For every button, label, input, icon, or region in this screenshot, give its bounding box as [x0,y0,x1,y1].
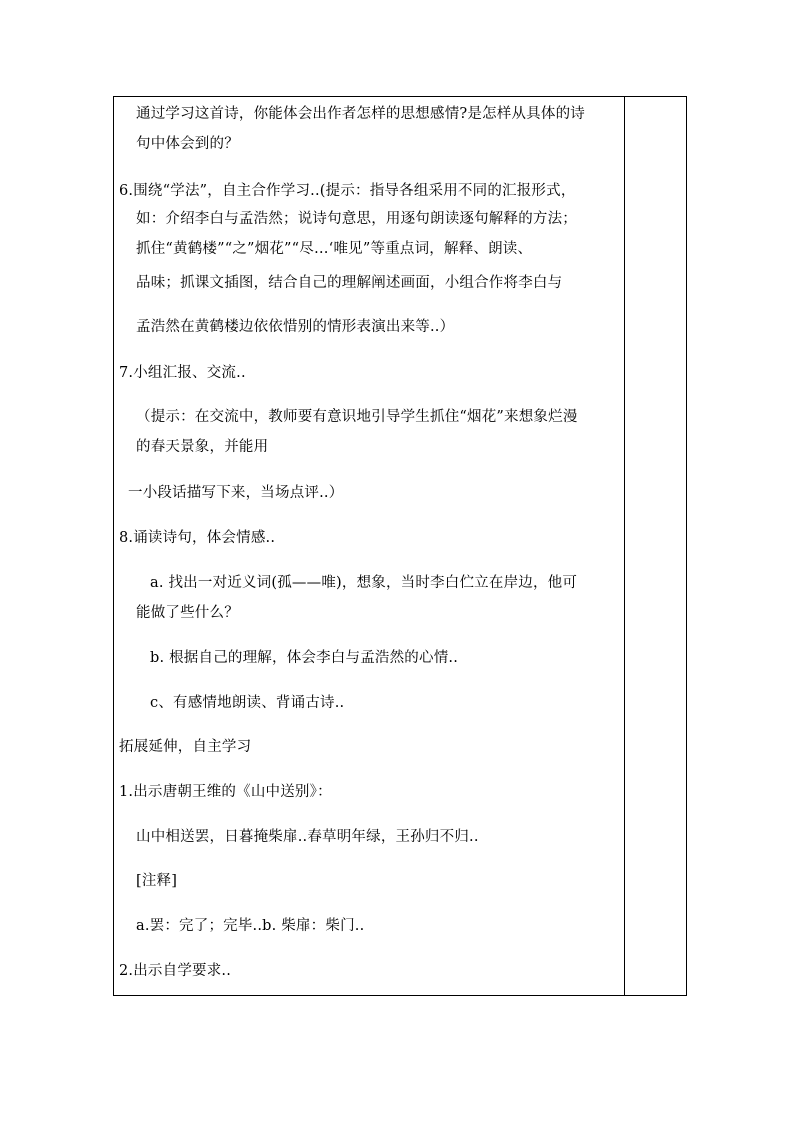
text-line: b. 根据自己的理解，体会李白与孟浩然的心情.. [150,650,459,666]
text-line: 8.诵读诗句，体会情感.. [119,530,276,546]
text-line: 品味；抓课文插图，结合自己的理解阐述画面，小组合作将李白与 [136,275,563,291]
text-line: （提示：在交流中，教师要有意识地引导学生抓住“烟花”来想象烂漫 [136,409,578,425]
text-line: [注释] [136,873,178,889]
text-line: 2.出示自学要求.. [119,963,232,979]
text-line: a.罢：完了；完毕..b. 柴扉：柴门.. [136,918,365,934]
lesson-content-cell [114,97,624,995]
text-line: 6.围绕“学法”，自主合作学习..(提示：指导各组采用不同的汇报形式， [119,183,576,199]
text-line: 如：介绍李白与孟浩然；说诗句意思，用逐句朗读逐句解释的方法； [136,211,577,227]
text-line: 1.出示唐朝王维的《山中送别》： [119,784,332,800]
poem-line: 山中相送罢，日暮掩柴扉..春草明年绿，王孙归不归.. [136,829,479,845]
text-line: 句中体会到的？ [136,136,239,152]
text-line: 一小段话描写下来，当场点评..） [128,485,344,501]
text-line: 孟浩然在黄鹤楼边依依惜别的情形表演出来等..） [136,319,455,335]
section-heading: 拓展延伸，自主学习 [119,739,252,755]
text-line: 抓住“黄鹤楼”“之”烟花”“尽…‘唯见”等重点词，解释、朗读、 [136,241,533,257]
text-line: 7.小组汇报、交流.. [119,365,246,381]
text-line: 通过学习这首诗，你能体会出作者怎样的思想感情?是怎样从具体的诗 [136,106,585,122]
lesson-table [113,96,687,996]
text-line: c、有感情地朗读、背诵古诗.. [150,695,345,711]
text-line: 能做了些什么？ [136,605,239,621]
text-line: 的春天景象，并能用 [136,439,269,455]
text-line: a. 找出一对近义词(孤——唯)，想象，当时李白伫立在岸边，他可 [150,575,578,591]
column-divider [624,97,625,995]
